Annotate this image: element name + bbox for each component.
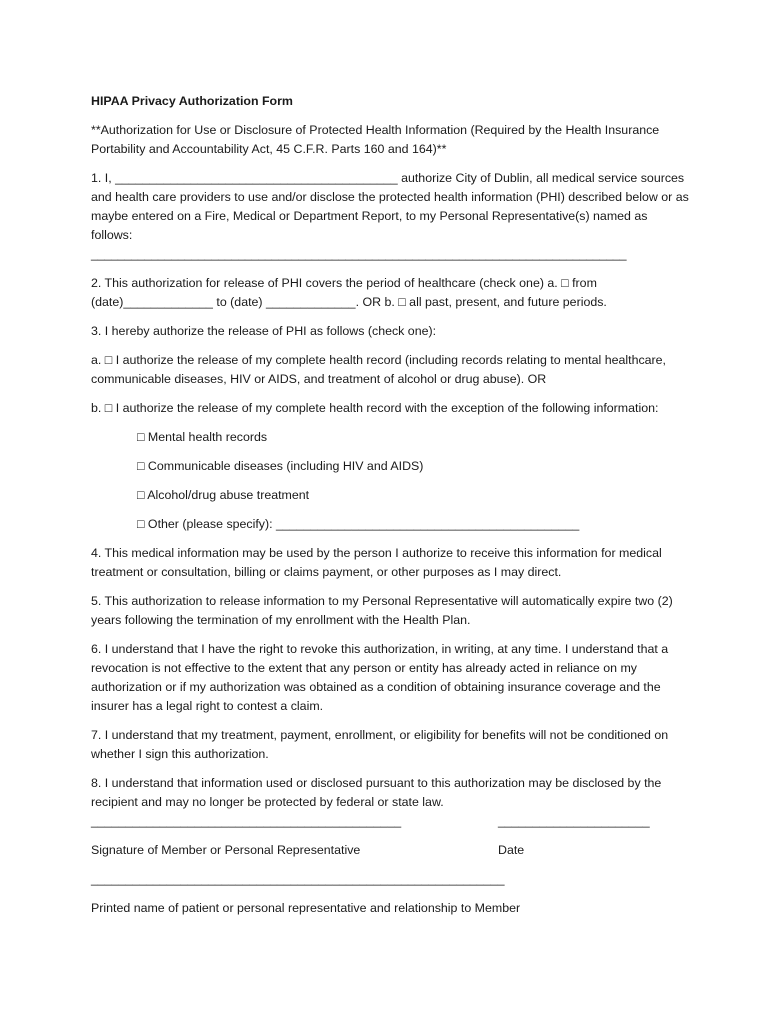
section-6-text: 6. I understand that I have the right to revoke this authorization, in writing, at any time. I understand that a revocation is not effective to the extent that any person or entity has already acted in reliance on my authorization or if my authorization was obtained as a condition of obtaining insurance coverage and the insurer has a legal right to contest a claim.	[91, 642, 669, 713]
form-page	[91, 92, 691, 928]
section-3b-text: b. □ I authorize the release of my complete health record with the exception of the following information:	[91, 401, 659, 415]
signature-line: _____________________________________________	[91, 814, 402, 828]
signature-lines-row	[91, 812, 691, 831]
section-1-text: 1. I, _________________________________________ authorize City of Dublin, all medical service sources and health care providers to use and/or disclose the protected health information (PHI) described below or as maybe entered on a Fire, Medical or Department Report, to my Personal Representative(s) named as follows:	[91, 171, 689, 242]
exception-alcohol-drug: □ Alcohol/drug abuse treatment	[137, 488, 310, 502]
representative-name-line: ________________________________________________________________________________	[91, 247, 627, 261]
printed-name-label: Printed name of patient or personal representative and relationship to Member	[91, 901, 521, 915]
signature-labels-row	[91, 841, 691, 860]
exception-other: □ Other (please specify): ____________________________________________	[137, 517, 580, 531]
date-line: ______________________	[498, 814, 650, 828]
section-7-text: 7. I understand that my treatment, payment, enrollment, or eligibility for benefits will not be conditioned on whether I sign this authorization.	[91, 728, 669, 761]
exception-mental-health: □ Mental health records	[137, 430, 268, 444]
exception-communicable-diseases: □ Communicable diseases (including HIV and AIDS)	[137, 459, 424, 473]
section-8-text: 8. I understand that information used or disclosed pursuant to this authorization may be disclosed by the recipient and may no longer be protected by federal or state law.	[91, 776, 662, 809]
section-3-text: 3. I hereby authorize the release of PHI as follows (check one):	[91, 324, 437, 338]
section-5-text: 5. This authorization to release information to my Personal Representative will automatically expire two (2) years following the termination of my enrollment with the Health Plan.	[91, 594, 673, 627]
section-3a-text: a. □ I authorize the release of my complete health record (including records relating to mental healthcare, communicable diseases, HIV or AIDS, and treatment of alcohol or drug abuse). OR	[91, 353, 667, 386]
date-label: Date	[498, 843, 525, 857]
section-4-text: 4. This medical information may be used by the person I authorize to receive this information for medical treatment or consultation, billing or claims payment, or other purposes as I may direct.	[91, 546, 662, 579]
form-subtitle: **Authorization for Use or Disclosure of Protected Health Information (Required by the Health Insurance Portability and Accountability Act, 45 C.F.R. Parts 160 and 164)**	[91, 123, 660, 156]
form-title: HIPAA Privacy Authorization Form	[91, 94, 293, 108]
signature-label: Signature of Member or Personal Representative	[91, 843, 361, 857]
printed-name-line: ____________________________________________________________	[91, 872, 505, 886]
section-2-text: 2. This authorization for release of PHI covers the period of healthcare (check one) a. □ from (date)_____________ to (date) _____________. OR b. □ all past, present, and future periods.	[91, 276, 607, 309]
